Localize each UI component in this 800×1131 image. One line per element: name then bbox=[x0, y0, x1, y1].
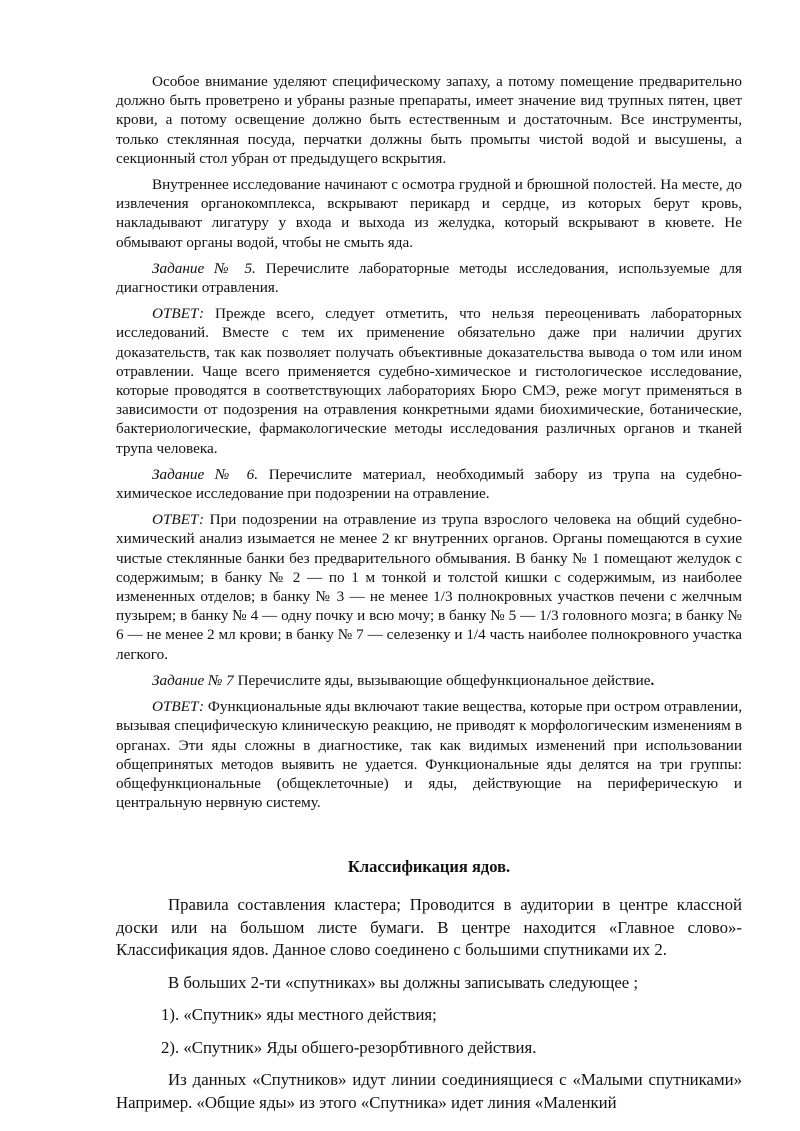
answer-label: ОТВЕТ: bbox=[152, 305, 205, 323]
answer-7 bbox=[116, 697, 742, 812]
cluster-item-2: 2). «Спутник» Яды обшего-резорбтивного действия. bbox=[161, 1037, 537, 1057]
task-text: Перечислите лабораторные методы исследования, используемые для диагностики отравления. bbox=[116, 259, 742, 297]
cluster-item-1: 1). «Спутник» яды местного действия; bbox=[161, 1005, 437, 1025]
task-label: Задание № 7 bbox=[152, 671, 234, 689]
task-text: Перечислите яды, вызывающие общефункциональное действие bbox=[233, 671, 651, 689]
answer-6 bbox=[116, 510, 742, 664]
task-5 bbox=[116, 259, 742, 297]
answer-5 bbox=[116, 304, 742, 458]
task-7 bbox=[116, 671, 742, 690]
section-title: Классификация ядов. bbox=[347, 857, 511, 877]
answer-text: При подозрении на отравление из трупа взрослого человека на общий судебно-химический анализ изымается не менее 2 кг внутренних органов. Органы помещаются в сухие чистые стеклянные банки без предварительного обмывания. В банку № 1 помещают желудок с содержимым; в банку № 2 — по 1 м тонкой и толстой кишки с содержимым, из наиболее измененных отделов; в банку № 3 — не менее 1/3 полнокровных участков печени с желчным пузырем; в банку № 4 — одну почку и всю мочу; в банку № 5 — 1/3 головного мозга; в банку № 6 — не менее 2 мл крови; в банку № 7 — селезенку и 1/4 часть наиболее полнокровного участка легкого. bbox=[116, 511, 742, 663]
task-end-mark: . bbox=[650, 671, 655, 689]
task-6 bbox=[116, 465, 742, 503]
paragraph-internal-exam bbox=[116, 175, 742, 252]
cluster-instruction: В больших 2-ти «спутниках» вы должны записывать следующее ; bbox=[168, 972, 639, 992]
paragraph-text: Особое внимание уделяют специфическому запаху, а потому помещение предварительно должно быть проветрено и убраны разные препараты, имеет значение вид трупных пятен, цвет крови, а потому освещение должно быть естественным и достаточным. Все инструменты, только стеклянная посуда, перчатки должны быть промыты чистой водой и высушены, а секционный стол убран от предыдущего вскрытия. bbox=[116, 73, 742, 167]
task-label: Задание № 5. bbox=[152, 259, 256, 277]
task-text: Перечислите материал, необходимый забору из трупа на судебно-химическое исследование при подозрении на отравление. bbox=[116, 465, 742, 503]
cluster-rules: Правила составления кластера; Проводится в аудитории в центре классной доски или на большом листе бумаги. В центре находится «Главное слово»- Классификация ядов. Данное слово соединено с большими спутниками их 2. bbox=[116, 895, 742, 960]
paragraph-text: Внутреннее исследование начинают с осмотра грудной и брюшной полостей. На месте, до извлечения органокомплекса, вскрывают перикард и сердце, из которых берут кровь, накладывают лигатуру у входа и выхода из желудка, который вскрывают в кювете. Не обмывают органы водой, чтобы не смыть яда. bbox=[116, 176, 742, 251]
task-label: Задание № 6. bbox=[152, 465, 259, 483]
answer-text: Прежде всего, следует отметить, что нельзя переоценивать лабораторных исследований. Вместе с тем их применение обязательно даже при наличии других доказательств, так как позволяет получать объективные доказательства вывода о том или ином отравлении. Чаще всего применяется судебно-химическое и гистологическое исследование, которые проводятся в соответствующих лабораториях Бюро СМЭ, реже могут применяться в зависимости от подозрения на отравления конкретными ядами биохимические, ботанические, бактериологические, фармакологические методы исследования различных органов и тканей трупа человека. bbox=[116, 305, 742, 457]
answer-label: ОТВЕТ: bbox=[152, 511, 205, 529]
answer-text: Функциональные яды включают такие вещества, которые при остром отравлении, вызывая специфическую клиническую реакцию, не приводят к морфологическим изменениям в органах. Эти яды сложны в диагностике, так как видимых изменений при использовании общепринятых методов выявить не удается. Функциональные яды делятся на три группы: общефункциональные (общеклеточные) и яды, действующие на периферическую и центральную нервную систему. bbox=[116, 698, 742, 812]
paragraph-smell bbox=[116, 72, 742, 168]
cluster-lines: Из данных «Спутников» идут линии соединиящиеся с «Малыми спутниками» Например. «Общие яды» из этого «Спутника» идет линия «Маленкий bbox=[116, 1070, 742, 1112]
answer-label: ОТВЕТ: bbox=[152, 698, 205, 716]
